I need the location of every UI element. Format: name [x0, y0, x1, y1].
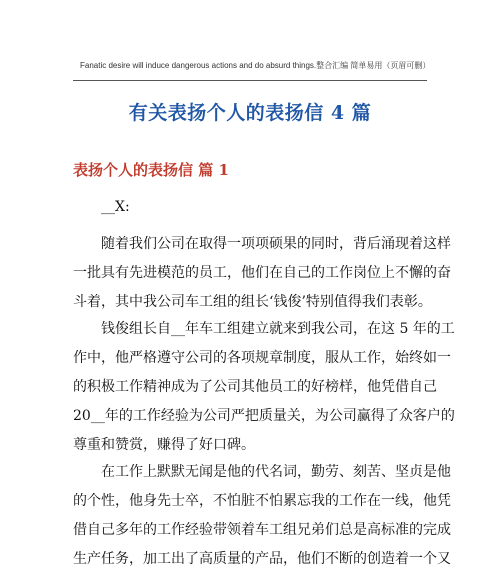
section-title: 表扬个人的表扬信 篇 1: [73, 161, 229, 179]
paragraph-line: 尊重和赞赏，赚得了好口碑。: [73, 437, 255, 453]
paragraph-line: 随着我们公司在取得一项项硕果的同时，背后涌现着这样: [101, 236, 451, 252]
paragraph-line: 生产任务，加工出了高质量的产品，他们不断的创造着一个又: [73, 551, 451, 567]
paragraph-line: 20__年的工作经验为公司严把质量关，为公司赢得了众客户的: [73, 408, 455, 424]
paragraph-line: 钱俊组长自__年车工组建立就来到我公司，在这 5 年的工: [101, 321, 455, 337]
document-title: 有关表扬个人的表扬信 4 篇: [128, 102, 372, 124]
paragraph-line: 一批具有先进模范的员工，他们在自己的工作岗位上不懈的奋: [73, 265, 451, 281]
paragraph-line: 的积极工作精神成为了公司其他员工的好榜样，他凭借自己: [73, 379, 437, 395]
paragraph-line: 在工作上默默无闻是他的代名词，勤劳、刻苦、坚贞是他: [101, 464, 451, 480]
paragraph-1: [73, 230, 451, 317]
letter-salutation: __X:: [101, 199, 130, 215]
paragraph-line: 借自己多年的工作经验带领着车工组兄弟们总是高标准的完成: [73, 522, 451, 538]
paragraph-line: 斗着，其中我公司车工组的组长‘钱俊’特别值得我们表彰。: [73, 294, 432, 310]
paragraph-line: 作中，他严格遵守公司的各项规章制度，服从工作，始终如一: [73, 350, 451, 366]
page-header: Fanatic desire will induce dangerous actions and do absurd things.整合汇编 简单易用（页眉可删）: [80, 61, 431, 70]
paragraph-line: 的个性，他身先士卒，不怕脏不怕累忘我的工作在一线，他凭: [73, 493, 451, 509]
paragraph-3: [73, 458, 451, 574]
paragraph-2: [73, 315, 455, 460]
header-divider: [73, 80, 427, 81]
